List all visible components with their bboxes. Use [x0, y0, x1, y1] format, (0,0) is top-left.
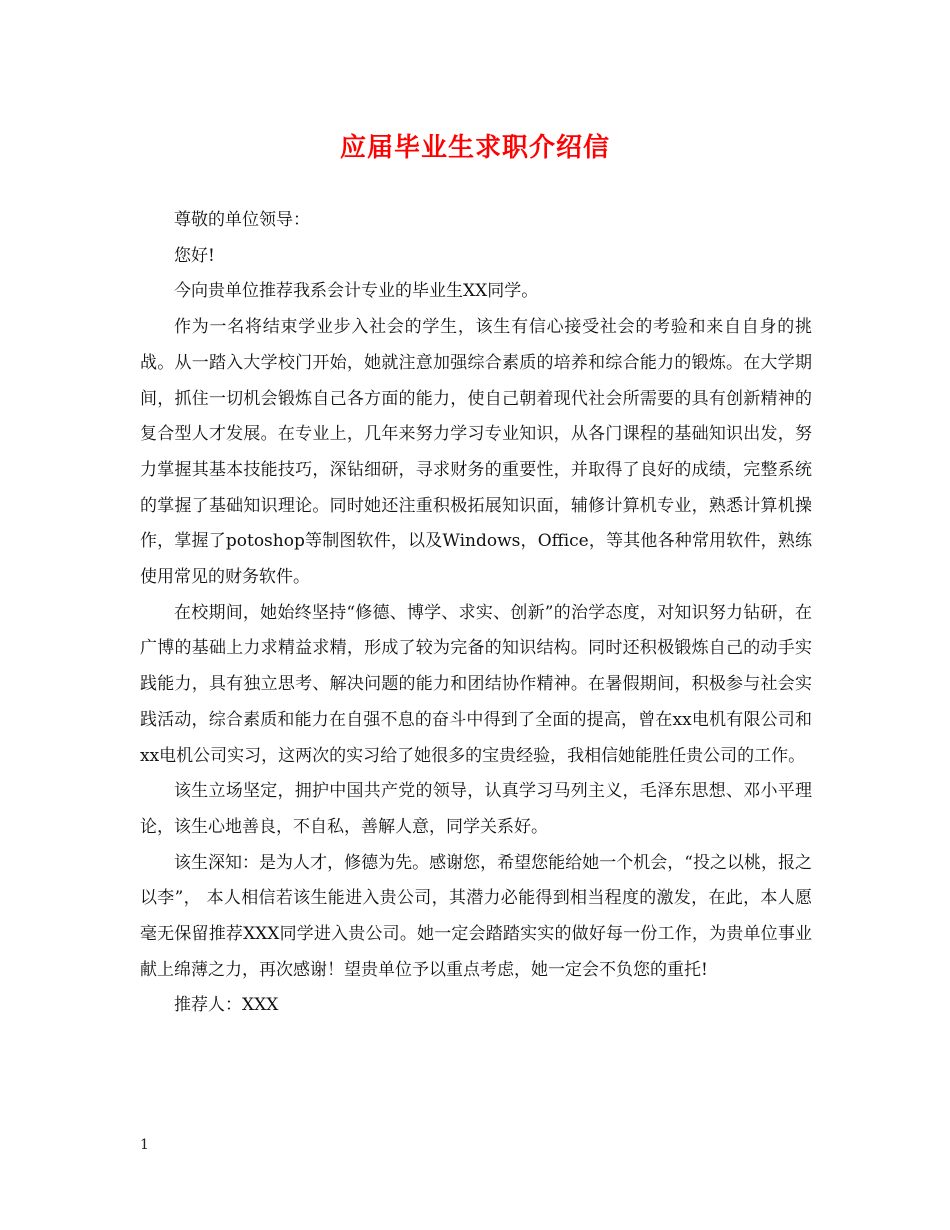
campus-paragraph: 在校期间，她始终坚持“修德、博学、求实、创新”的治学态度，对知识努力钻研，在广博的基础上力求精益求精，形成了较为完备的知识结构。同时还积极锻炼自己的动手实践能力，具有独立思考、解决问题的能力和团结协作精神。在暑假期间，积极参与社会实践活动，综合素质和能力在自强不息的奋斗中得到了全面的提高，曾在xx电机有限公司和xx电机公司实习，这两次的实习给了她很多的宝贵经验，我相信她能胜任贵公司的工作。: [140, 602, 812, 766]
letter-body: [140, 203, 812, 1024]
introduction-paragraph: 今向贵单位推荐我系会计专业的毕业生XX同学。: [174, 281, 539, 302]
signature-line: 推荐人：XXX: [174, 995, 279, 1016]
greeting: 您好!: [174, 245, 215, 266]
document-title: 应届毕业生求职介绍信: [339, 133, 610, 163]
page-number: 1: [140, 1137, 149, 1153]
academic-paragraph: 作为一名将结束学业步入社会的学生，该生有信心接受社会的考验和来自自身的挑战。从一踏入大学校门开始，她就注意加强综合素质的培养和综合能力的锻炼。在大学期间，抓住一切机会锻炼自己各方面的能力，使自己朝着现代社会所需要的具有创新精神的复合型人才发展。在专业上，几年来努力学习专业知识，从各门课程的基础知识出发，努力掌握其基本技能技巧，深钻细研，寻求财务的重要性，并取得了良好的成绩，完整系统的掌握了基础知识理论。同时她还注重积极拓展知识面，辅修计算机专业，熟悉计算机操作，掌握了potoshop等制图软件，以及Windows，Office，等其他各种常用软件，熟练使用常见的财务软件。: [140, 317, 812, 588]
salutation: 尊敬的单位领导：: [174, 210, 310, 230]
character-paragraph: 该生立场坚定，拥护中国共产党的领导，认真学习马列主义，毛泽东思想、邓小平理论，该生心地善良，不自私，善解人意，同学关系好。: [140, 781, 812, 837]
closing-paragraph: 该生深知：是为人才，修德为先。感谢您，希望您能给她一个机会，“投之以桃，报之以李”， 本人相信若该生能进入贵公司，其潜力必能得到相当程度的激发，在此，本人愿毫无保留推荐XXX同学进入贵公司。她一定会踏踏实实的做好每一份工作，为贵单位事业献上绵薄之力，再次感谢！望贵单位予以重点考虑，她一定会不负您的重托!: [140, 852, 812, 980]
